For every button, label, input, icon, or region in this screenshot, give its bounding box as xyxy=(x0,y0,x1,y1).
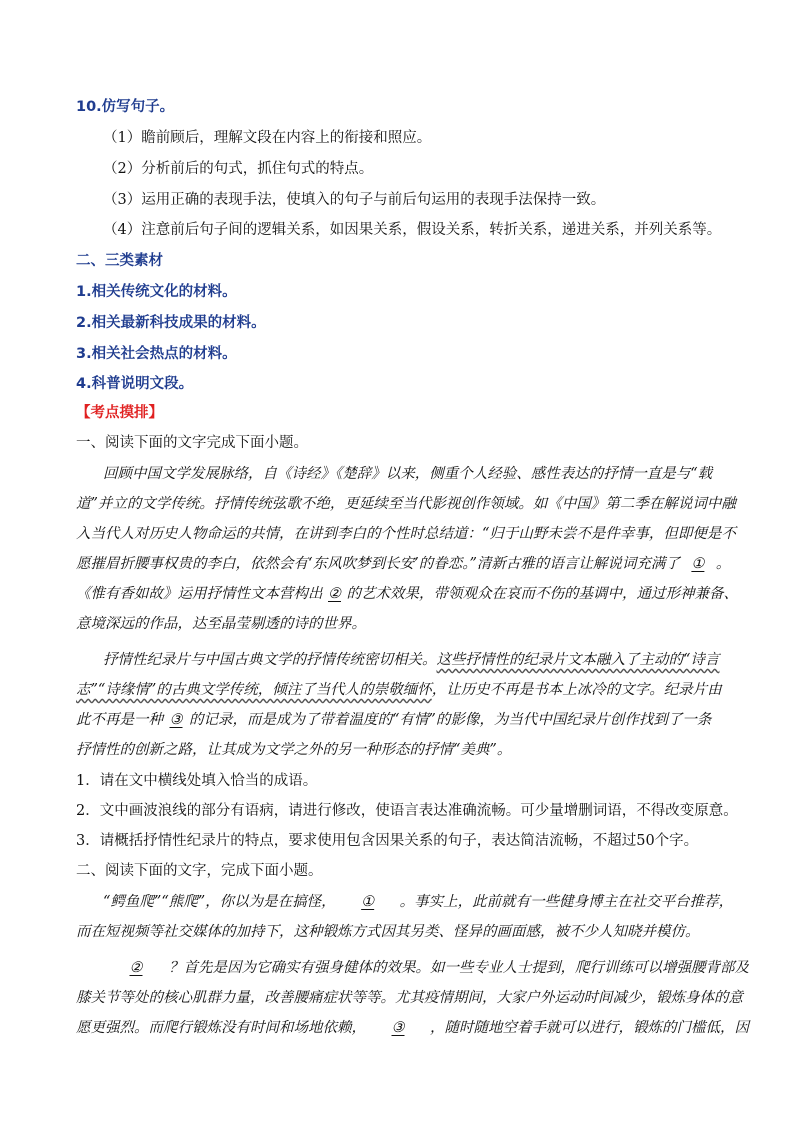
part1-paragraph2-line2 xyxy=(76,680,722,700)
part2-paragraph1-line2: 而在短视频等社交媒体的加持下，这种锻炼方式因其另类、怪异的画面感，被不少人知晓并模仿。 xyxy=(76,924,700,940)
part1-paragraph1-line4-text: 愿摧眉折腰事权贵的李白，依然会有‘东风吹梦到长安’的眷恋。”清新古雅的语言让解说词充满了 xyxy=(76,556,680,572)
part1-paragraph1-line3: 入当代人对历史人物命运的共情，在讲到李白的个性时总结道：“归于山野未尝不是件幸事，但即便是不 xyxy=(76,526,736,542)
part1-paragraph1-line5 xyxy=(76,584,738,604)
part1-heading: 一、阅读下面的文字完成下面小题。 xyxy=(76,435,308,451)
materials-item-2: 2.相关最新科技成果的材料。 xyxy=(76,315,266,331)
wavy-underlined-text-1: 这些抒情性的纪录片文本融入了主动的“诗言 xyxy=(436,652,720,668)
part2-paragraph2-line3 xyxy=(76,1018,749,1038)
blank-2: ② xyxy=(328,586,341,602)
wavy-underlined-text-2: 志”“诗缘情”的古典文学传统，倾注了当代人的崇敬缅怀 xyxy=(76,682,432,698)
part2-paragraph2-line1-text: ？首先是因为它确实有强身健体的效果。如一些专业人士提到，爬行训练可以增强腰背部及 xyxy=(169,960,749,976)
part1-paragraph2-line3-text: 此不再是一种 xyxy=(76,712,163,728)
part1-paragraph1-line4-end: 。 xyxy=(715,556,731,572)
blank-2: ② xyxy=(129,960,143,976)
materials-item-3: 3.相关社会热点的材料。 xyxy=(76,346,237,362)
blank-1: ① xyxy=(361,894,375,910)
part1-paragraph1-line6: 意境深远的作品，达至晶莹剔透的诗的世界。 xyxy=(76,616,366,632)
part2-paragraph1-line1 xyxy=(103,892,733,912)
part1-paragraph2-line3-end: 的记录，而是成为了带着温度的“有情”的影像，为当代中国纪录片创作找到了一条 xyxy=(189,712,712,728)
part2-paragraph2-line3-end: ，随时随地空着手就可以进行，锻炼的门槛低，因 xyxy=(430,1020,749,1036)
materials-item-4: 4.科普说明文段。 xyxy=(76,376,194,392)
part1-paragraph2-line1 xyxy=(103,650,719,670)
materials-heading: 二、三类素材 xyxy=(76,253,163,269)
part1-paragraph1-line5-text: 《惟有香如故》运用抒情性文本营构出 xyxy=(76,586,323,602)
blank-3: ③ xyxy=(391,1020,405,1036)
part1-paragraph2-line2-text: ，让历史不再是书本上冰冷的文字。纪录片由 xyxy=(431,682,722,698)
section-10-item-4: （4）注意前后句子间的逻辑关系，如因果关系，假设关系，转折关系，递进关系，并列关系等。 xyxy=(103,222,722,238)
part1-paragraph1-line4 xyxy=(76,554,730,574)
blank-3: ③ xyxy=(169,712,183,728)
kaodian-heading: 【考点摸排】 xyxy=(76,405,163,421)
section-10-title: 10.仿写句子。 xyxy=(76,99,175,115)
part1-question-3: 3．请概括抒情性纪录片的特点，要求使用包含因果关系的句子，表达简洁流畅，不超过50个字。 xyxy=(76,833,699,849)
materials-item-1: 1.相关传统文化的材料。 xyxy=(76,284,237,300)
part1-paragraph2-line4: 抒情性的创新之路，让其成为文学之外的另一种形态的抒情“美典”。 xyxy=(76,742,512,758)
part2-paragraph1-line1-end: 。事实上，此前就有一些健身博主在社交平台推荐， xyxy=(399,894,734,910)
part2-paragraph1-line1-text: “鳄鱼爬”“熊爬”，你以为是在搞怪， xyxy=(103,894,336,910)
part2-paragraph2-line1 xyxy=(103,958,749,978)
section-10-item-1: （1）瞻前顾后，理解文段在内容上的衔接和照应。 xyxy=(103,130,432,146)
part1-paragraph1-line5-end: 的艺术效果，带领观众在哀而不伤的基调中，通过形神兼备、 xyxy=(346,586,738,602)
part2-heading: 二、阅读下面的文字，完成下面小题。 xyxy=(76,863,323,879)
part1-question-1: 1．请在文中横线处填入恰当的成语。 xyxy=(76,773,318,789)
part2-paragraph2-line2: 膝关节等处的核心肌群力量，改善腰痛症状等等。尤其疫情期间，大家户外运动时间减少，锻炼身体的意 xyxy=(76,990,743,1006)
part2-paragraph2-line3-text: 愿更强烈。而爬行锻炼没有时间和场地依赖， xyxy=(76,1020,366,1036)
section-10-item-2: （2）分析前后的句式，抓住句式的特点。 xyxy=(103,161,374,177)
part1-paragraph2-line1-text: 抒情性纪录片与中国古典文学的抒情传统密切相关。 xyxy=(103,652,437,668)
blank-1: ① xyxy=(691,556,705,572)
part1-paragraph1-line2: 道”并立的文学传统。抒情传统弦歌不绝，更延续至当代影视创作领域。如《中国》第二季在解说词中融 xyxy=(76,496,736,512)
part1-question-2: 2．文中画波浪线的部分有语病，请进行修改，使语言表达准确流畅。可少量增删词语，不得改变原意。 xyxy=(76,803,738,819)
part1-paragraph2-line3 xyxy=(76,710,711,730)
part1-paragraph1-line1: 回顾中国文学发展脉络，自《诗经》《楚辞》以来，侧重个人经验、感性表达的抒情一直是与“载 xyxy=(103,466,713,482)
section-10-item-3: （3）运用正确的表现手法，使填入的句子与前后句运用的表现手法保持一致。 xyxy=(103,192,606,208)
